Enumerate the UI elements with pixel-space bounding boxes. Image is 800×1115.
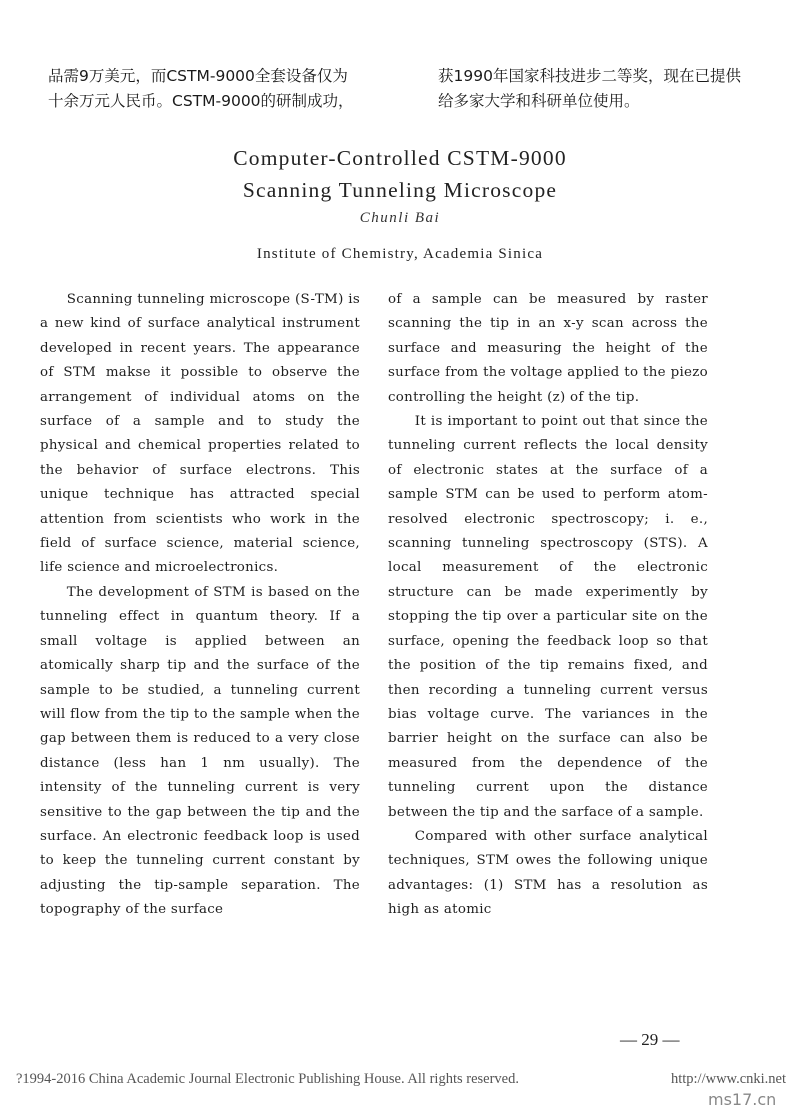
page-footer [16, 1071, 786, 1088]
paragraph: Scanning tunneling microscope (S-TM) is a new kind of surface analytical instrument developed in recent years. The appearance of STM makse it possible to observe the arrangement of individual atoms on the surface of a sample and to study the physical and chemical properties related to the behavior of surface electrons. This unique technique has attracted special attention from scientists who work in the field of surface science, material science, life science and microelectronics. [40, 292, 360, 576]
left-text-column [40, 288, 360, 923]
copyright-notice: ?1994-2016 China Academic Journal Electronic Publishing House. All rights reserved. [16, 1071, 519, 1087]
watermark-text: ms17.cn [708, 1090, 777, 1109]
paragraph: The development of STM is based on the tunneling effect in quantum theory. If a small voltage is applied between an atomically sharp tip and the surface of the sample to be studied, a tunneling current will flow from the tip to the sample when the gap between them is reduced to a very close distance (less han 1 nm usually). The intensity of the tunneling current is very sensitive to the gap between the tip and the surface. An electronic feedback loop is used to keep the tunneling current constant by adjusting the tip-sample separation. The topography of the surface [40, 584, 360, 918]
article-title [0, 142, 800, 206]
footer-url-link[interactable]: http://www.cnki.net [670, 1071, 786, 1087]
article-author: Chunli Bai [359, 210, 441, 226]
article-institution: Institute of Chemistry, Academia Sinica [256, 246, 544, 262]
top-chinese-right-column [438, 64, 768, 114]
page-number: — 29 — [620, 1030, 680, 1049]
article-title-line-1: Computer-Controlled CSTM-9000 [233, 146, 567, 170]
top-chinese-line: 给多家大学和科研单位使用。 [438, 92, 640, 110]
top-chinese-line: 品需9万美元，而CSTM-9000全套设备仅为 [48, 67, 348, 85]
article-title-line-2: Scanning Tunneling Microscope [242, 178, 558, 202]
right-text-column [388, 288, 708, 923]
top-chinese-line: 获1990年国家科技进步二等奖，现在已提供 [438, 67, 741, 85]
paragraph: Compared with other surface analytical techniques, STM owes the following unique advantages: (1) STM has a resolution as high as atomic [388, 828, 708, 918]
top-chinese-line: 十余万元人民币。CSTM-9000的研制成功， [48, 92, 354, 110]
top-chinese-text [48, 64, 768, 114]
paragraph: It is important to point out that since the tunneling current reflects the local density of electronic states at the surface of a sample STM can be used to perform atom-resolved electronic spectroscopy; i. e., scanning tunneling spectroscopy (STS). A local measurement of the electronic structure can be made experimently by stopping the tip over a particular site on the surface, opening the feedback loop so that the position of the tip remains fixed, and then recording a tunneling current versus bias voltage curve. The variances in the barrier height on the surface can also be measured from the dependence of the tunneling current upon the distance between the tip and the sarface of a sample. [388, 414, 708, 820]
top-chinese-left-column [48, 64, 378, 114]
paragraph-continued: of a sample can be measured by raster scanning the tip in an x-y scan across the surface and measuring the height of the surface from the voltage applied to the piezo controlling the height (z) of the tip. [388, 292, 708, 405]
